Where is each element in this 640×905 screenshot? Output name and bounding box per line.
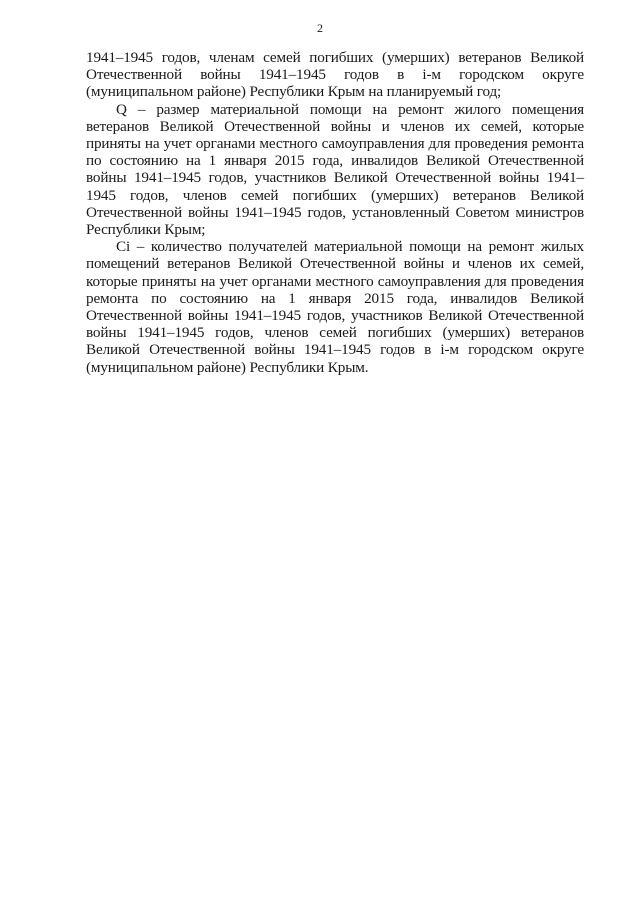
paragraph-continuation: 1941–1945 годов, членам семей погибших (умерших) ветеранов Великой Отечественной войны 1941–1945 годов в i-м городском округе (муниципальном районе) Республики Крым на планируемый год; [86, 49, 584, 101]
page-number: 2 [317, 21, 323, 35]
paragraph-definition-q: Q – размер материальной помощи на ремонт жилого помещения ветеранов Великой Отечественной войны и членов их семей, которые приняты на учет органами местного самоуправления для проведения ремонта по состоянию на 1 января 2015 года, инвалидов Великой Отечественной войны 1941–1945 годов, участников Великой Отечественной войны 1941– 1945 годов, членов семей погибших (умерших) ветеранов Великой Отечественной войны 1941–1945 годов, установленный Советом министров Республики Крым; [86, 100, 584, 239]
paragraph-definition-ci: Ci – количество получателей материальной помощи на ремонт жилых помещений ветеранов Великой Отечественной войны и членов их семей, которые приняты на учет органами местного самоуправления для проведения ремонта по состоянию на 1 января 2015 года, инвалидов Великой Отечественной войны 1941–1945 годов, участников Великой Отечественной войны 1941–1945 годов, членов семей погибших (умерших) ветеранов Великой Отечественной войны 1941–1945 годов в i-м городском округе (муниципальном районе) Республики Крым. [86, 238, 584, 376]
document-body [86, 49, 584, 376]
